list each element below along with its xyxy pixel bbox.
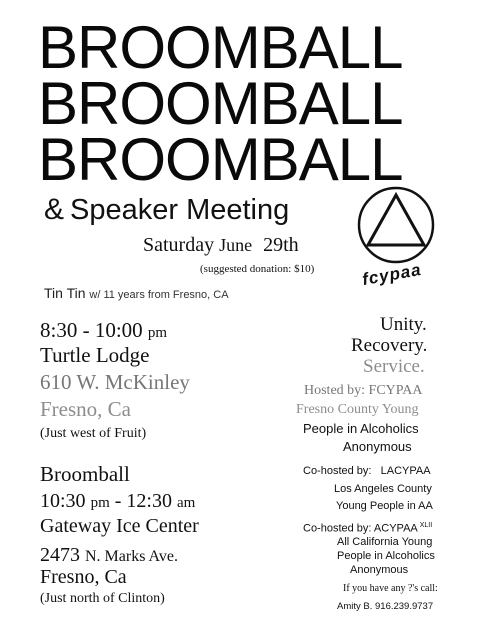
cohost-2-line-3: Anonymous	[350, 564, 409, 576]
meeting-address: 610 W. McKinley	[40, 370, 190, 394]
broomball-start-suffix: pm	[90, 495, 110, 511]
meeting-note: (Just west of Fruit)	[40, 426, 147, 441]
hosted-line-3: Anonymous	[343, 439, 412, 454]
speaker-detail: w/ 11 years from Fresno, CA	[89, 289, 229, 301]
cohost-1-line-1: Los Angeles County	[334, 483, 432, 495]
speaker-line	[44, 285, 229, 301]
broomball-end-suffix: am	[176, 495, 196, 511]
contact-question: If you have any ?'s call:	[343, 583, 438, 594]
broomball-venue: Gateway Ice Center	[40, 515, 199, 537]
motto-service: Service.	[363, 356, 425, 377]
broomball-time-end: 12:30	[126, 490, 172, 512]
title-line-1: BROOMBALL	[38, 14, 403, 81]
logo-text: fcypaa	[360, 259, 423, 290]
broomball-address-number: 2473	[40, 544, 80, 566]
subtitle-text: Speaker Meeting	[70, 194, 290, 226]
aa-logo	[356, 183, 436, 298]
broomball-address-street: N. Marks Ave.	[85, 548, 179, 565]
meeting-time	[40, 318, 167, 343]
subtitle	[44, 193, 289, 227]
cohost-2-label	[303, 522, 432, 535]
meeting-time-suffix: pm	[147, 325, 168, 341]
title-line-2: BROOMBALL	[38, 70, 403, 137]
broomball-city: Fresno, Ca	[40, 566, 127, 588]
event-date	[143, 234, 299, 257]
cohost-2-sup: XLII	[419, 522, 433, 529]
broomball-time-start: 10:30	[40, 490, 86, 512]
date-number: 29th	[263, 234, 299, 256]
cohost-1-label: Co-hosted by: LACYPAA	[303, 465, 431, 477]
meeting-city: Fresno, Ca	[40, 397, 131, 421]
cohost-2-line-1: All California Young	[337, 536, 433, 548]
cohost-1-line-2: Young People in AA	[336, 500, 433, 512]
hosted-label: Hosted by: FCYPAA	[304, 383, 423, 398]
broomball-heading: Broomball	[40, 462, 130, 486]
suggested-donation: (suggested donation: $10)	[200, 263, 315, 275]
cohost-2-label-text: Co-hosted by: ACYPAA	[303, 522, 418, 535]
contact-name-phone: Amity B. 916.239.9737	[337, 601, 434, 612]
speaker-name: Tin Tin	[44, 285, 86, 301]
date-day: Saturday	[143, 234, 215, 256]
title-line-3: BROOMBALL	[38, 126, 403, 193]
circle-triangle-icon	[356, 183, 436, 268]
meeting-time-range: 8:30 - 10:00	[40, 318, 143, 342]
ampersand: &	[44, 193, 65, 226]
motto-unity: Unity.	[380, 314, 427, 335]
broomball-note: (Just north of Clinton)	[40, 591, 165, 606]
broomball-address	[40, 544, 178, 567]
cohost-2-line-2: People in Alcoholics	[337, 550, 435, 562]
broomball-time-dash: -	[114, 490, 122, 512]
hosted-line-2: People in Alcoholics	[303, 421, 419, 436]
broomball-time	[40, 490, 195, 513]
motto-recovery: Recovery.	[351, 335, 428, 356]
date-month: June	[219, 235, 253, 255]
meeting-venue: Turtle Lodge	[40, 343, 150, 367]
hosted-line-1: Fresno County Young	[296, 402, 419, 417]
